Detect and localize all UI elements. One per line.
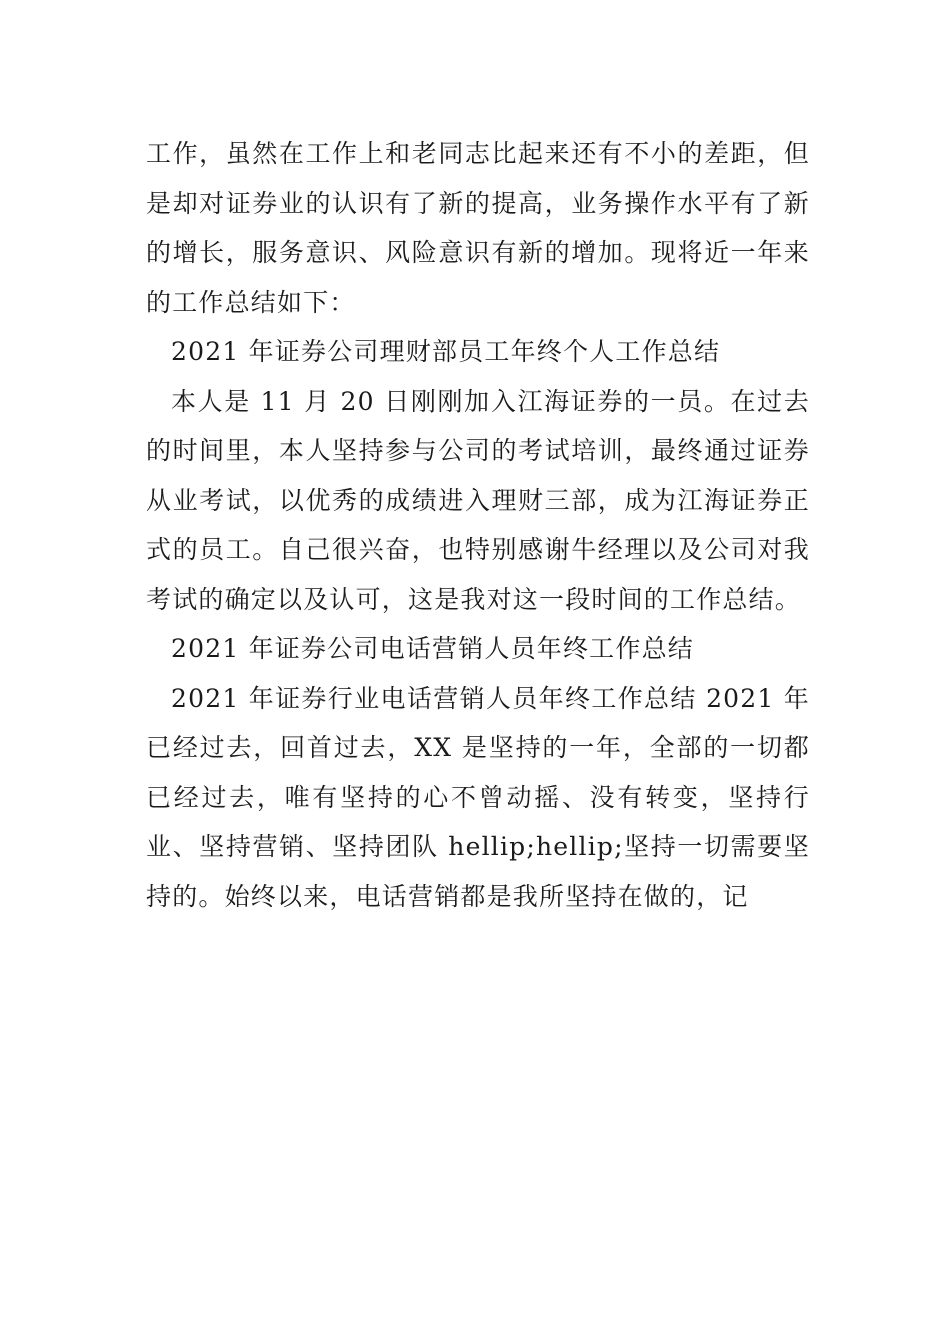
paragraph-intro: 工作，虽然在工作上和老同志比起来还有不小的差距，但是却对证券业的认识有了新的提高，业务操作水平有了新的增长，服务意识、风险意识有新的增加。现将近一年来的工作总结如下：	[146, 139, 810, 317]
section-heading-telemarketing: 2021 年证券公司电话营销人员年终工作总结	[171, 634, 694, 663]
document-body	[146, 129, 810, 921]
paragraph-telemarketing: 2021 年证券行业电话营销人员年终工作总结 2021 年已经过去，回首过去，XX 是坚持的一年，全部的一切都已经过去，唯有坚持的心不曾动摇、没有转变，坚持行业、坚持营销、坚持团队 hellip;hellip;坚持一切需要坚持的。始终以来，电话营销都是我所坚持在做的，记	[146, 683, 810, 911]
paragraph-finance-dept: 本人是 11 月 20 日刚刚加入江海证券的一员。在过去的时间里，本人坚持参与公司的考试培训，最终通过证券从业考试，以优秀的成绩进入理财三部，成为江海证券正式的员工。自己很兴奋，也特别感谢牛经理以及公司对我考试的确定以及认可，这是我对这一段时间的工作总结。	[146, 386, 810, 614]
section-heading-finance-dept: 2021 年证券公司理财部员工年终个人工作总结	[171, 337, 721, 366]
